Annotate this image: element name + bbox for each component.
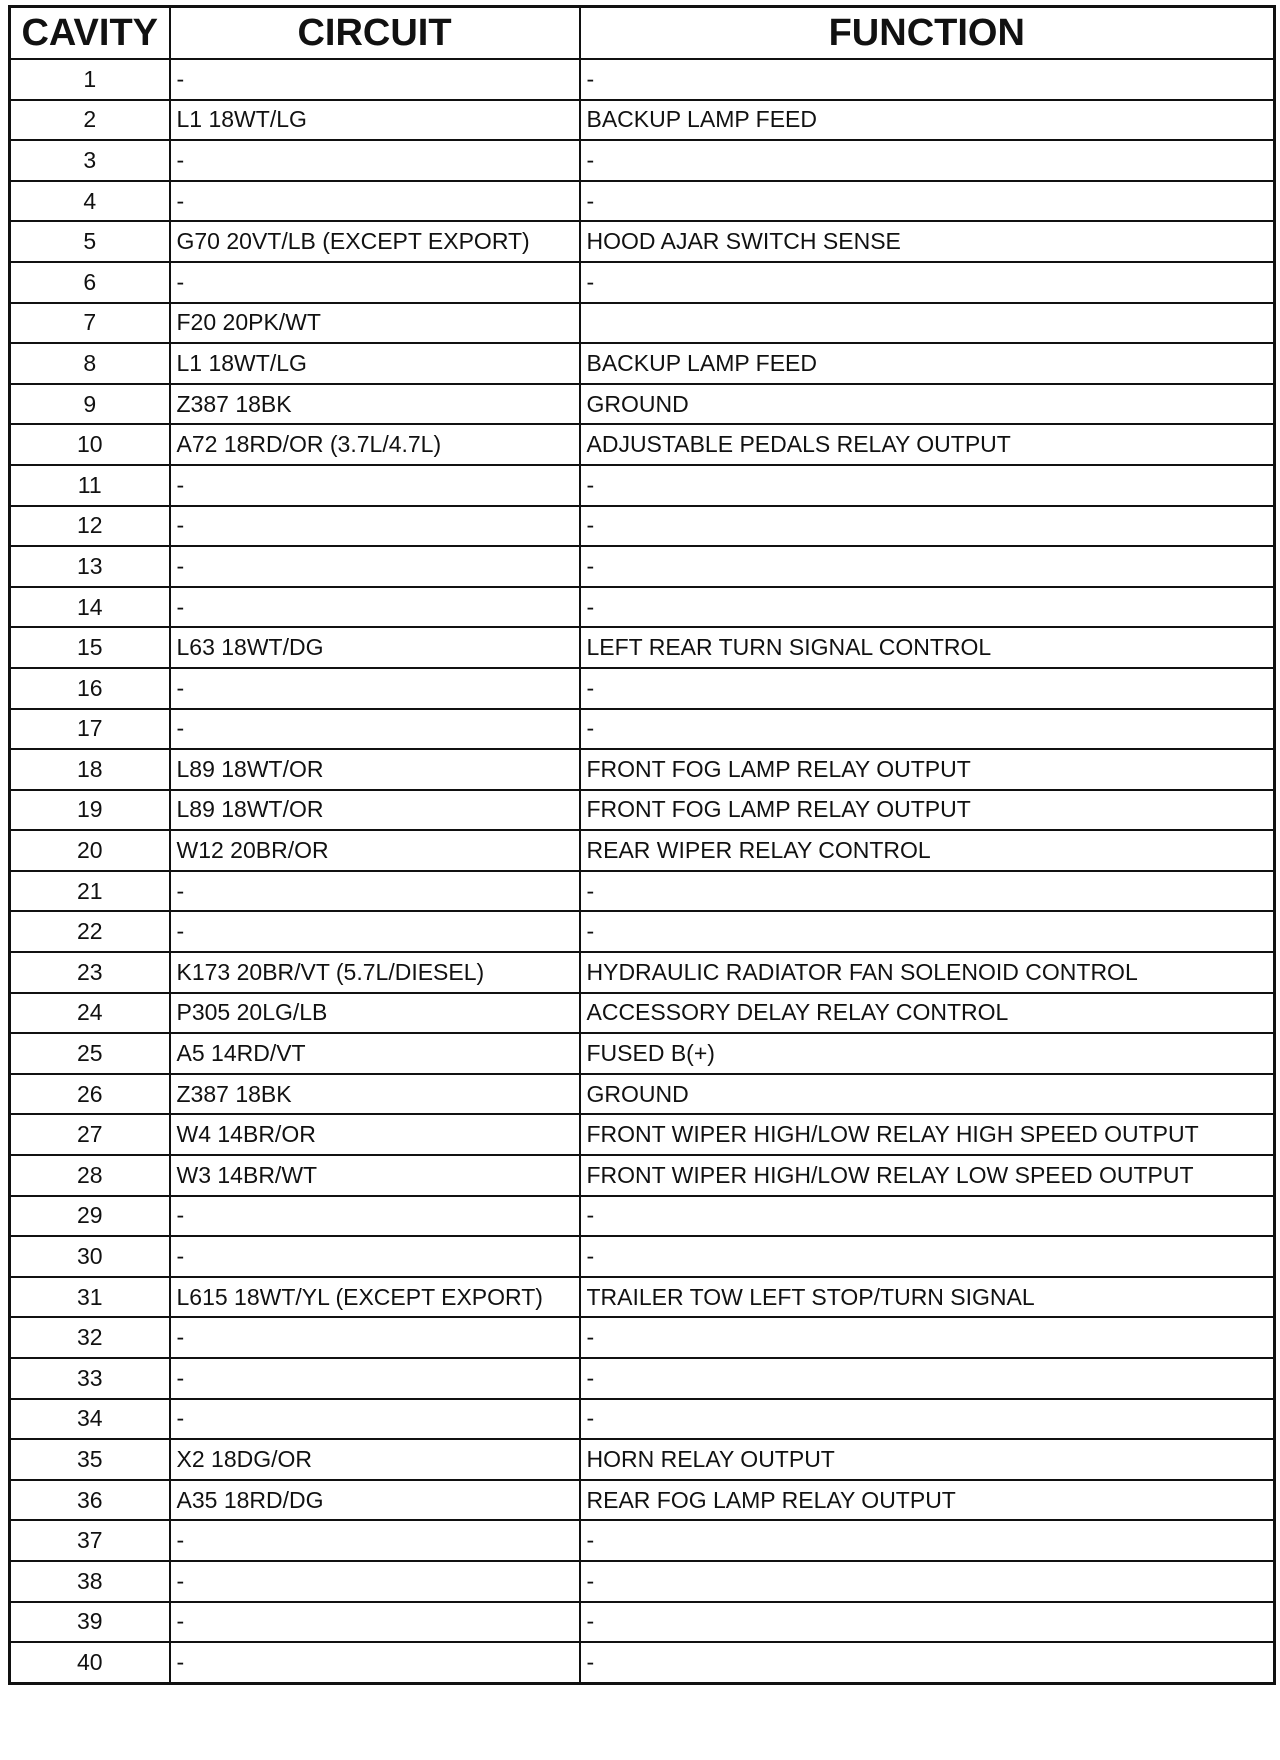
table-row bbox=[10, 221, 1275, 262]
function-cell: - bbox=[580, 1520, 1275, 1561]
table-row bbox=[10, 1196, 1275, 1237]
cavity-cell: 4 bbox=[10, 181, 170, 222]
circuit-cell: W4 14BR/OR bbox=[170, 1114, 580, 1155]
function-cell: - bbox=[580, 140, 1275, 181]
circuit-cell: - bbox=[170, 587, 580, 628]
cavity-cell: 25 bbox=[10, 1033, 170, 1074]
cavity-cell: 8 bbox=[10, 343, 170, 384]
cavity-cell: 39 bbox=[10, 1602, 170, 1643]
table-row bbox=[10, 1074, 1275, 1115]
circuit-cell: - bbox=[170, 911, 580, 952]
table-row bbox=[10, 1358, 1275, 1399]
circuit-cell: - bbox=[170, 871, 580, 912]
table-row bbox=[10, 59, 1275, 100]
table-row bbox=[10, 140, 1275, 181]
cavity-cell: 36 bbox=[10, 1480, 170, 1521]
function-cell: - bbox=[580, 465, 1275, 506]
cavity-cell: 11 bbox=[10, 465, 170, 506]
circuit-cell: L63 18WT/DG bbox=[170, 627, 580, 668]
circuit-cell: L615 18WT/YL (EXCEPT EXPORT) bbox=[170, 1277, 580, 1318]
table-row bbox=[10, 1439, 1275, 1480]
header-circuit: CIRCUIT bbox=[170, 7, 580, 60]
function-cell: - bbox=[580, 1317, 1275, 1358]
cavity-cell: 21 bbox=[10, 871, 170, 912]
function-cell: REAR WIPER RELAY CONTROL bbox=[580, 830, 1275, 871]
function-cell: FUSED B(+) bbox=[580, 1033, 1275, 1074]
cavity-cell: 30 bbox=[10, 1236, 170, 1277]
table-row bbox=[10, 1236, 1275, 1277]
cavity-cell: 12 bbox=[10, 506, 170, 547]
table-row bbox=[10, 343, 1275, 384]
cavity-cell: 2 bbox=[10, 100, 170, 141]
function-cell: ACCESSORY DELAY RELAY CONTROL bbox=[580, 993, 1275, 1034]
table-row bbox=[10, 465, 1275, 506]
function-cell: - bbox=[580, 911, 1275, 952]
circuit-cell: K173 20BR/VT (5.7L/DIESEL) bbox=[170, 952, 580, 993]
cavity-cell: 40 bbox=[10, 1642, 170, 1683]
table-row bbox=[10, 749, 1275, 790]
circuit-cell: - bbox=[170, 1399, 580, 1440]
circuit-cell: - bbox=[170, 506, 580, 547]
function-cell: - bbox=[580, 506, 1275, 547]
function-cell: - bbox=[580, 59, 1275, 100]
function-cell: - bbox=[580, 1196, 1275, 1237]
table-row bbox=[10, 587, 1275, 628]
header-cavity: CAVITY bbox=[10, 7, 170, 60]
cavity-cell: 34 bbox=[10, 1399, 170, 1440]
pinout-table bbox=[8, 5, 1276, 1685]
header-row bbox=[10, 7, 1275, 60]
table-row bbox=[10, 830, 1275, 871]
table-row bbox=[10, 790, 1275, 831]
cavity-cell: 24 bbox=[10, 993, 170, 1034]
circuit-cell: W3 14BR/WT bbox=[170, 1155, 580, 1196]
cavity-cell: 15 bbox=[10, 627, 170, 668]
function-cell: HORN RELAY OUTPUT bbox=[580, 1439, 1275, 1480]
cavity-cell: 6 bbox=[10, 262, 170, 303]
cavity-cell: 35 bbox=[10, 1439, 170, 1480]
table-row bbox=[10, 871, 1275, 912]
cavity-cell: 7 bbox=[10, 303, 170, 344]
circuit-cell: P305 20LG/LB bbox=[170, 993, 580, 1034]
circuit-cell: - bbox=[170, 709, 580, 750]
function-cell: BACKUP LAMP FEED bbox=[580, 343, 1275, 384]
function-cell: - bbox=[580, 871, 1275, 912]
circuit-cell: X2 18DG/OR bbox=[170, 1439, 580, 1480]
circuit-cell: A72 18RD/OR (3.7L/4.7L) bbox=[170, 424, 580, 465]
table-row bbox=[10, 1317, 1275, 1358]
circuit-cell: Z387 18BK bbox=[170, 384, 580, 425]
table-row bbox=[10, 303, 1275, 344]
circuit-cell: - bbox=[170, 546, 580, 587]
circuit-cell: - bbox=[170, 140, 580, 181]
function-cell: FRONT WIPER HIGH/LOW RELAY HIGH SPEED OUTPUT bbox=[580, 1114, 1275, 1155]
table-row bbox=[10, 709, 1275, 750]
function-cell: - bbox=[580, 587, 1275, 628]
cavity-cell: 22 bbox=[10, 911, 170, 952]
function-cell: BACKUP LAMP FEED bbox=[580, 100, 1275, 141]
function-cell: HOOD AJAR SWITCH SENSE bbox=[580, 221, 1275, 262]
table-row bbox=[10, 911, 1275, 952]
table-row bbox=[10, 952, 1275, 993]
table-row bbox=[10, 668, 1275, 709]
circuit-cell: Z387 18BK bbox=[170, 1074, 580, 1115]
function-cell: GROUND bbox=[580, 1074, 1275, 1115]
connector-pinout-sheet bbox=[8, 5, 1273, 1685]
circuit-cell: L1 18WT/LG bbox=[170, 100, 580, 141]
cavity-cell: 28 bbox=[10, 1155, 170, 1196]
function-cell: FRONT FOG LAMP RELAY OUTPUT bbox=[580, 790, 1275, 831]
table-row bbox=[10, 1114, 1275, 1155]
function-cell bbox=[580, 303, 1275, 344]
function-cell: FRONT WIPER HIGH/LOW RELAY LOW SPEED OUTPUT bbox=[580, 1155, 1275, 1196]
circuit-cell: - bbox=[170, 1602, 580, 1643]
table-row bbox=[10, 100, 1275, 141]
cavity-cell: 18 bbox=[10, 749, 170, 790]
circuit-cell: - bbox=[170, 465, 580, 506]
function-cell: ADJUSTABLE PEDALS RELAY OUTPUT bbox=[580, 424, 1275, 465]
pinout-body bbox=[10, 59, 1275, 1683]
circuit-cell: - bbox=[170, 1236, 580, 1277]
function-cell: TRAILER TOW LEFT STOP/TURN SIGNAL bbox=[580, 1277, 1275, 1318]
cavity-cell: 14 bbox=[10, 587, 170, 628]
function-cell: LEFT REAR TURN SIGNAL CONTROL bbox=[580, 627, 1275, 668]
circuit-cell: F20 20PK/WT bbox=[170, 303, 580, 344]
function-cell: - bbox=[580, 1602, 1275, 1643]
function-cell: GROUND bbox=[580, 384, 1275, 425]
cavity-cell: 33 bbox=[10, 1358, 170, 1399]
cavity-cell: 20 bbox=[10, 830, 170, 871]
table-row bbox=[10, 1277, 1275, 1318]
table-row bbox=[10, 1399, 1275, 1440]
table-row bbox=[10, 506, 1275, 547]
cavity-cell: 26 bbox=[10, 1074, 170, 1115]
circuit-cell: L1 18WT/LG bbox=[170, 343, 580, 384]
circuit-cell: - bbox=[170, 1358, 580, 1399]
circuit-cell: A5 14RD/VT bbox=[170, 1033, 580, 1074]
circuit-cell: L89 18WT/OR bbox=[170, 790, 580, 831]
cavity-cell: 23 bbox=[10, 952, 170, 993]
circuit-cell: G70 20VT/LB (EXCEPT EXPORT) bbox=[170, 221, 580, 262]
cavity-cell: 38 bbox=[10, 1561, 170, 1602]
table-row bbox=[10, 546, 1275, 587]
header-function: FUNCTION bbox=[580, 7, 1275, 60]
function-cell: - bbox=[580, 709, 1275, 750]
circuit-cell: - bbox=[170, 1317, 580, 1358]
circuit-cell: - bbox=[170, 262, 580, 303]
circuit-cell: L89 18WT/OR bbox=[170, 749, 580, 790]
cavity-cell: 37 bbox=[10, 1520, 170, 1561]
circuit-cell: - bbox=[170, 1561, 580, 1602]
table-row bbox=[10, 627, 1275, 668]
function-cell: - bbox=[580, 546, 1275, 587]
table-row bbox=[10, 1602, 1275, 1643]
cavity-cell: 27 bbox=[10, 1114, 170, 1155]
circuit-cell: A35 18RD/DG bbox=[170, 1480, 580, 1521]
table-row bbox=[10, 181, 1275, 222]
function-cell: - bbox=[580, 1561, 1275, 1602]
cavity-cell: 17 bbox=[10, 709, 170, 750]
cavity-cell: 10 bbox=[10, 424, 170, 465]
cavity-cell: 29 bbox=[10, 1196, 170, 1237]
table-row bbox=[10, 1480, 1275, 1521]
function-cell: HYDRAULIC RADIATOR FAN SOLENOID CONTROL bbox=[580, 952, 1275, 993]
table-row bbox=[10, 993, 1275, 1034]
cavity-cell: 3 bbox=[10, 140, 170, 181]
circuit-cell: - bbox=[170, 1642, 580, 1683]
cavity-cell: 9 bbox=[10, 384, 170, 425]
circuit-cell: - bbox=[170, 668, 580, 709]
cavity-cell: 5 bbox=[10, 221, 170, 262]
table-row bbox=[10, 1520, 1275, 1561]
circuit-cell: - bbox=[170, 181, 580, 222]
cavity-cell: 1 bbox=[10, 59, 170, 100]
cavity-cell: 32 bbox=[10, 1317, 170, 1358]
circuit-cell: W12 20BR/OR bbox=[170, 830, 580, 871]
function-cell: - bbox=[580, 1236, 1275, 1277]
cavity-cell: 16 bbox=[10, 668, 170, 709]
function-cell: - bbox=[580, 1358, 1275, 1399]
table-row bbox=[10, 1642, 1275, 1683]
table-row bbox=[10, 1561, 1275, 1602]
table-row bbox=[10, 424, 1275, 465]
function-cell: - bbox=[580, 1399, 1275, 1440]
table-row bbox=[10, 1155, 1275, 1196]
table-row bbox=[10, 262, 1275, 303]
cavity-cell: 19 bbox=[10, 790, 170, 831]
table-row bbox=[10, 1033, 1275, 1074]
circuit-cell: - bbox=[170, 1196, 580, 1237]
circuit-cell: - bbox=[170, 59, 580, 100]
cavity-cell: 31 bbox=[10, 1277, 170, 1318]
function-cell: - bbox=[580, 181, 1275, 222]
function-cell: FRONT FOG LAMP RELAY OUTPUT bbox=[580, 749, 1275, 790]
function-cell: REAR FOG LAMP RELAY OUTPUT bbox=[580, 1480, 1275, 1521]
cavity-cell: 13 bbox=[10, 546, 170, 587]
circuit-cell: - bbox=[170, 1520, 580, 1561]
table-row bbox=[10, 384, 1275, 425]
function-cell: - bbox=[580, 1642, 1275, 1683]
function-cell: - bbox=[580, 668, 1275, 709]
function-cell: - bbox=[580, 262, 1275, 303]
